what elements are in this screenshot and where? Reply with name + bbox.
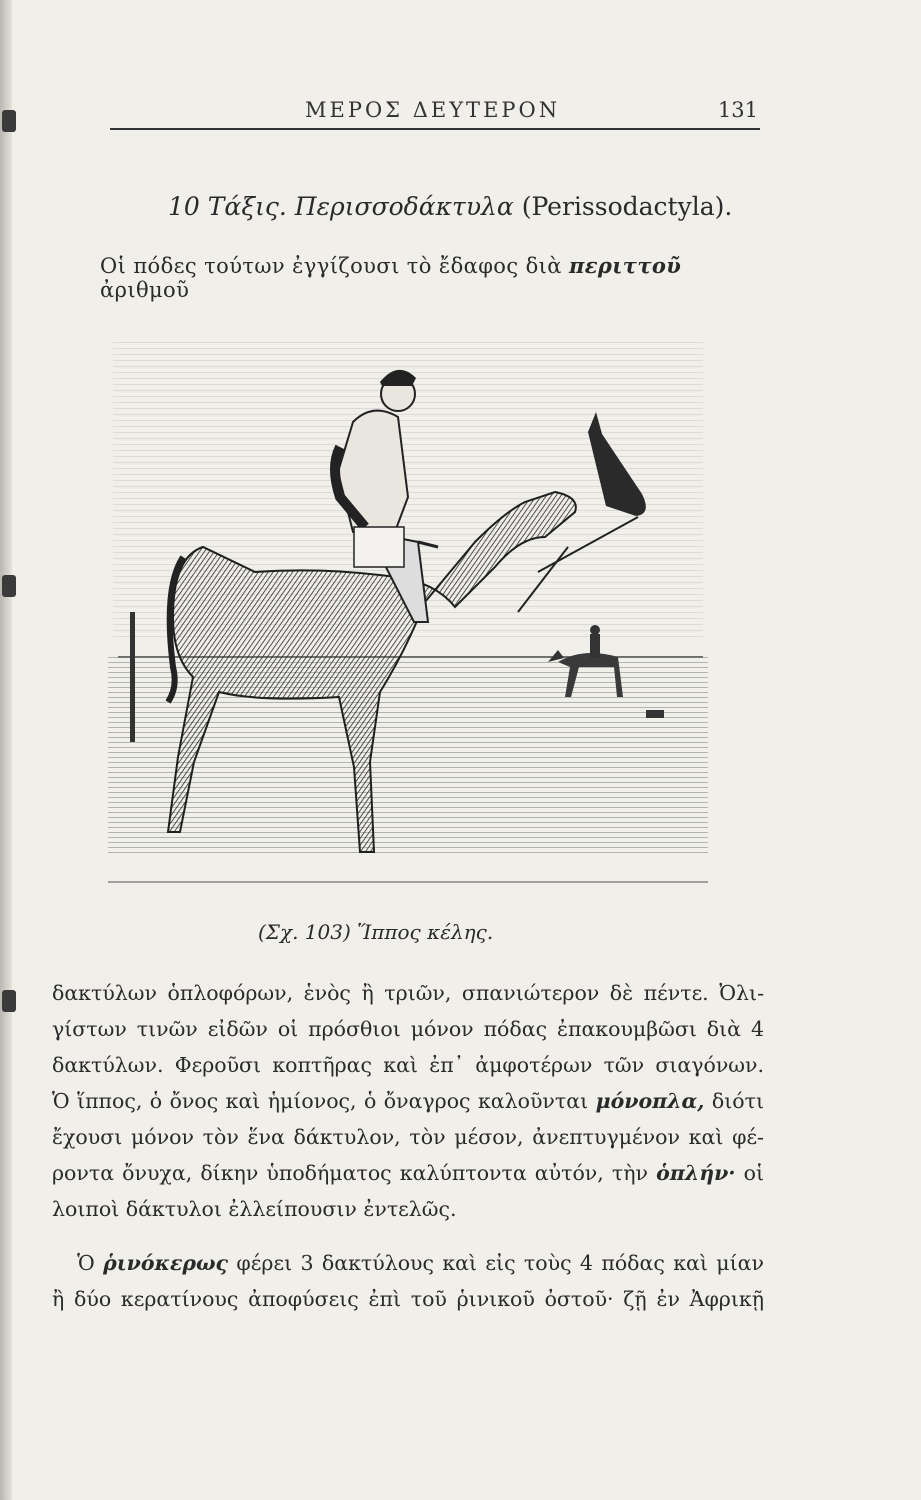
paragraph — [52, 975, 764, 1227]
intro-before: Οἱ πόδες τούτων ἐγγίζουσι τὸ ἔδαφος διὰ — [100, 254, 562, 278]
running-header — [110, 98, 760, 130]
line-text: ροντα ὄνυχα, δίκην ὑποδήματος καλύπτοντα αὐτόν, τὴν — [52, 1161, 648, 1185]
text-line: δακτύλων. Φεροῦσι κοπτῆρας καὶ ἐπ᾽ ἀμφοτέρων τῶν σιαγόνων. — [52, 1053, 764, 1077]
section-heading — [168, 192, 732, 221]
text-line — [52, 1083, 764, 1119]
intro-line — [100, 253, 765, 302]
text-line — [52, 1155, 764, 1191]
text-line — [52, 1245, 764, 1281]
text-line: ἢ δύο κερατίνους ἀποφύσεις ἐπὶ τοῦ ῥινικοῦ ὀστοῦ· ζῇ ἐν Ἀφρικῇ — [52, 1287, 764, 1311]
section-heading-order: 10 Τάξις. Περισσοδάκτυλα — [168, 192, 514, 221]
line-text: διότι — [711, 1089, 764, 1113]
intro-after: ἀριθμοῦ — [100, 278, 190, 302]
line-text: Ὁ — [77, 1251, 95, 1275]
dog — [646, 710, 664, 718]
text-line: ἔχουσι μόνον τὸν ἕνα δάκτυλον, τὸν μέσον, ἀνεπτυγμένον καὶ φέ- — [52, 1125, 764, 1149]
line-text: οἱ — [743, 1161, 764, 1185]
horse-engraving-figure — [108, 312, 708, 902]
line-text: Ὁ ἵππος, ὁ ὄνος καὶ ἡμίονος, ὁ ὄναγρος καλοῦνται — [52, 1089, 589, 1113]
text-line: λοιποὶ δάκτυλοι ἐλλείπουσιν ἐντελῶς. — [52, 1197, 457, 1221]
section-heading-latin: (Perissodactyla). — [521, 192, 733, 221]
intro-emphasis: περιττοῦ — [568, 253, 682, 278]
fence-post — [130, 612, 135, 742]
text-line: γίστων τινῶν εἰδῶν οἱ πρόσθιοι μόνον πόδας ἐπακουμβῶσι διὰ 4 — [52, 1017, 764, 1041]
line-text: φέρει 3 δακτύλους καὶ εἰς τοὺς 4 πόδας καὶ μίαν — [236, 1251, 764, 1275]
paragraph — [52, 1245, 764, 1317]
text-line: δακτύλων ὁπλοφόρων, ἑνὸς ἢ τριῶν, σπανιώτερον δὲ πέντε. Ὀλι- — [52, 981, 764, 1005]
horse-illustration — [108, 312, 708, 902]
running-title: ΜΕΡΟΣ ΔΕΥΤΕΡΟΝ — [305, 98, 561, 122]
emphasis-term: ῥινόκερως — [103, 1251, 229, 1275]
emphasis-term: ὁπλήν· — [656, 1161, 736, 1185]
figure-caption: (Σχ. 103) Ἵππος κέλης. — [258, 920, 494, 944]
body-text — [52, 975, 764, 1329]
emphasis-term: μόνοπλα, — [595, 1089, 705, 1113]
page-number: 131 — [717, 98, 758, 122]
